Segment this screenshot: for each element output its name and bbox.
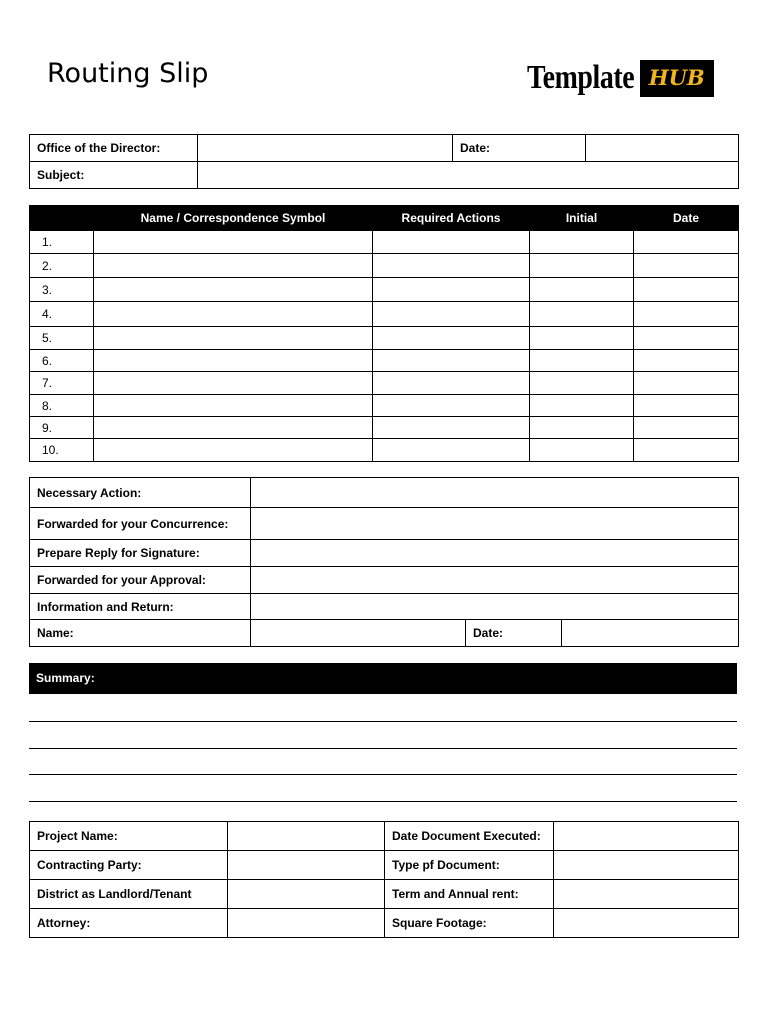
name-cell[interactable] [94, 395, 373, 417]
date-label: Date: [453, 135, 586, 162]
row-number: 1. [30, 231, 94, 254]
project-table [29, 821, 739, 938]
row-number: 7. [30, 372, 94, 395]
table-row [30, 302, 739, 327]
actions-cell[interactable] [373, 327, 530, 350]
concurrence-label: Forwarded for your Concurrence: [30, 508, 251, 540]
table-row [30, 417, 739, 439]
actions-cell[interactable] [373, 278, 530, 302]
actions-cell[interactable] [373, 302, 530, 327]
date-cell[interactable] [634, 439, 739, 462]
table-row [30, 231, 739, 254]
initial-cell[interactable] [530, 278, 634, 302]
date-cell[interactable] [634, 254, 739, 278]
name-cell[interactable] [94, 254, 373, 278]
summary-line[interactable] [29, 774, 737, 775]
date-executed-field[interactable] [554, 822, 739, 851]
summary-line[interactable] [29, 721, 737, 722]
col-header-name: Name / Correspondence Symbol [94, 206, 373, 231]
necessary-action-label: Necessary Action: [30, 478, 251, 508]
col-header-actions: Required Actions [373, 206, 530, 231]
approval-label: Forwarded for your Approval: [30, 567, 251, 594]
reply-field[interactable] [251, 540, 739, 567]
term-rent-label: Term and Annual rent: [385, 880, 554, 909]
col-header-number [30, 206, 94, 231]
term-rent-field[interactable] [554, 880, 739, 909]
summary-header: Summary: [29, 663, 737, 694]
square-footage-field[interactable] [554, 909, 739, 938]
office-label: Office of the Director: [30, 135, 198, 162]
contracting-party-label: Contracting Party: [30, 851, 228, 880]
row-number: 2. [30, 254, 94, 278]
row-number: 10. [30, 439, 94, 462]
date-cell[interactable] [634, 417, 739, 439]
summary-line[interactable] [29, 801, 737, 802]
initial-cell[interactable] [530, 302, 634, 327]
necessary-action-field[interactable] [251, 478, 739, 508]
info-return-label: Information and Return: [30, 594, 251, 620]
initial-cell[interactable] [530, 231, 634, 254]
subject-field[interactable] [198, 162, 739, 189]
table-row [30, 327, 739, 350]
row-number: 4. [30, 302, 94, 327]
actions-cell[interactable] [373, 254, 530, 278]
top-fields-table [29, 134, 739, 189]
actions-cell[interactable] [373, 372, 530, 395]
date-cell[interactable] [634, 231, 739, 254]
row-number: 6. [30, 350, 94, 372]
name-field[interactable] [251, 620, 466, 647]
initial-cell[interactable] [530, 439, 634, 462]
approval-field[interactable] [251, 567, 739, 594]
table-row [30, 254, 739, 278]
logo-text: Template [527, 59, 635, 96]
attorney-label: Attorney: [30, 909, 228, 938]
contracting-party-field[interactable] [228, 851, 385, 880]
reply-label: Prepare Reply for Signature: [30, 540, 251, 567]
action-date-field[interactable] [562, 620, 739, 647]
name-cell[interactable] [94, 231, 373, 254]
col-header-initial: Initial [530, 206, 634, 231]
table-row [30, 372, 739, 395]
project-name-field[interactable] [228, 822, 385, 851]
summary-line[interactable] [29, 748, 737, 749]
actions-cell[interactable] [373, 231, 530, 254]
name-cell[interactable] [94, 439, 373, 462]
date-cell[interactable] [634, 395, 739, 417]
subject-label: Subject: [30, 162, 198, 189]
date-cell[interactable] [634, 302, 739, 327]
actions-table [29, 477, 739, 647]
actions-cell[interactable] [373, 395, 530, 417]
district-field[interactable] [228, 880, 385, 909]
date-field[interactable] [586, 135, 739, 162]
name-cell[interactable] [94, 327, 373, 350]
initial-cell[interactable] [530, 350, 634, 372]
initial-cell[interactable] [530, 417, 634, 439]
name-cell[interactable] [94, 372, 373, 395]
table-row [30, 278, 739, 302]
col-header-date: Date [634, 206, 739, 231]
name-label: Name: [30, 620, 251, 647]
office-field[interactable] [198, 135, 453, 162]
logo-badge: HUB [640, 60, 714, 97]
initial-cell[interactable] [530, 254, 634, 278]
template-hub-logo [527, 58, 714, 98]
row-number: 3. [30, 278, 94, 302]
date-cell[interactable] [634, 327, 739, 350]
table-row [30, 439, 739, 462]
actions-cell[interactable] [373, 417, 530, 439]
attorney-field[interactable] [228, 909, 385, 938]
square-footage-label: Square Footage: [385, 909, 554, 938]
row-number: 9. [30, 417, 94, 439]
routing-header-row [30, 206, 739, 231]
actions-cell[interactable] [373, 439, 530, 462]
name-cell[interactable] [94, 417, 373, 439]
district-label: District as Landlord/Tenant [30, 880, 228, 909]
name-cell[interactable] [94, 278, 373, 302]
date-cell[interactable] [634, 278, 739, 302]
table-row [30, 350, 739, 372]
action-date-label: Date: [466, 620, 562, 647]
routing-table [29, 205, 739, 462]
name-cell[interactable] [94, 350, 373, 372]
actions-cell[interactable] [373, 350, 530, 372]
info-return-field[interactable] [251, 594, 739, 620]
initial-cell[interactable] [530, 372, 634, 395]
initial-cell[interactable] [530, 327, 634, 350]
doc-type-label: Type pf Document: [385, 851, 554, 880]
page-title: Routing Slip [47, 58, 209, 89]
doc-type-field[interactable] [554, 851, 739, 880]
concurrence-field[interactable] [251, 508, 739, 540]
table-row [30, 395, 739, 417]
date-cell[interactable] [634, 350, 739, 372]
name-cell[interactable] [94, 302, 373, 327]
initial-cell[interactable] [530, 395, 634, 417]
row-number: 8. [30, 395, 94, 417]
project-name-label: Project Name: [30, 822, 228, 851]
row-number: 5. [30, 327, 94, 350]
date-executed-label: Date Document Executed: [385, 822, 554, 851]
date-cell[interactable] [634, 372, 739, 395]
